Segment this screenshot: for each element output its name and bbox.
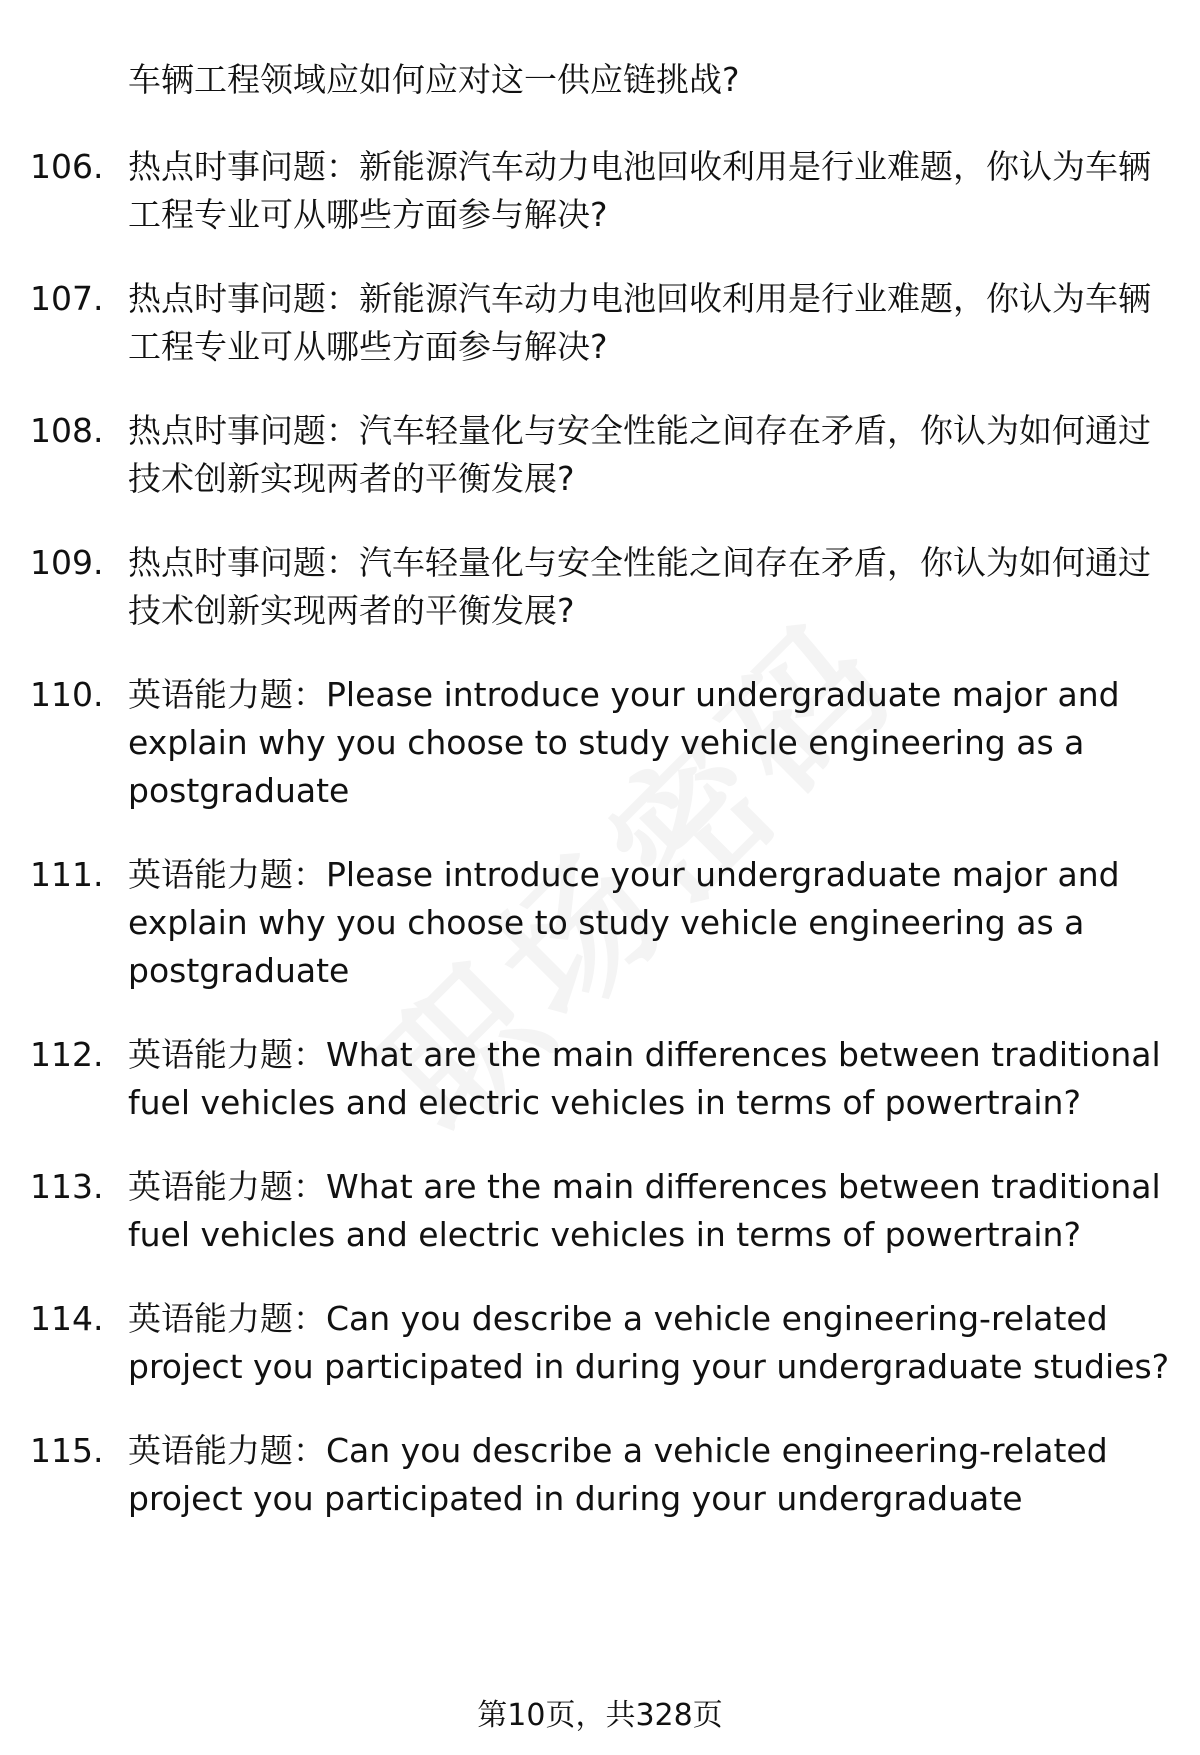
question-text: 英语能力题：What are the main differences between traditional fuel vehicles and electric vehicles in terms of powertrain? [128, 1035, 1161, 1122]
question-text: 热点时事问题：汽车轻量化与安全性能之间存在矛盾，你认为如何通过技术创新实现两者的平衡发展? [128, 411, 1151, 498]
question-item [30, 143, 1180, 239]
question-number: 109. [30, 543, 104, 582]
question-number: 113. [30, 1167, 104, 1206]
question-number: 106. [30, 147, 104, 186]
question-item [30, 539, 1180, 635]
question-item [30, 1295, 1180, 1391]
question-number: 110. [30, 675, 104, 714]
continuation-text: 车辆工程领域应如何应对这一供应链挑战? [128, 60, 740, 99]
question-text: 英语能力题：What are the main differences between traditional fuel vehicles and electric vehicles in terms of powertrain? [128, 1167, 1161, 1254]
question-number: 114. [30, 1299, 104, 1338]
question-text: 英语能力题：Please introduce your undergraduate major and explain why you choose to study vehicle engineering as a postgraduate [128, 675, 1120, 810]
question-number: 112. [30, 1035, 104, 1074]
question-number: 115. [30, 1431, 104, 1470]
question-number: 111. [30, 855, 104, 894]
question-text: 热点时事问题：新能源汽车动力电池回收利用是行业难题，你认为车辆工程专业可从哪些方面参与解决? [128, 147, 1151, 234]
question-item [30, 1031, 1180, 1127]
question-text: 英语能力题：Can you describe a vehicle engineering-related project you participated in during your undergraduate studies? [128, 1299, 1170, 1386]
question-item [30, 407, 1180, 503]
question-item [30, 671, 1180, 815]
question-item [30, 1163, 1180, 1259]
question-item [30, 275, 1180, 371]
question-item [30, 851, 1180, 995]
page-footer: 第10页，共328页 [477, 1698, 723, 1733]
question-number: 108. [30, 411, 104, 450]
question-text: 热点时事问题：新能源汽车动力电池回收利用是行业难题，你认为车辆工程专业可从哪些方面参与解决? [128, 279, 1151, 366]
question-list [30, 143, 1180, 1559]
question-item [30, 1427, 1180, 1523]
question-text: 英语能力题：Please introduce your undergraduate major and explain why you choose to study vehicle engineering as a postgraduate [128, 855, 1120, 990]
question-text: 热点时事问题：汽车轻量化与安全性能之间存在矛盾，你认为如何通过技术创新实现两者的平衡发展? [128, 543, 1151, 630]
question-text: 英语能力题：Can you describe a vehicle engineering-related project you participated in during your undergraduate [128, 1431, 1108, 1518]
question-number: 107. [30, 279, 104, 318]
